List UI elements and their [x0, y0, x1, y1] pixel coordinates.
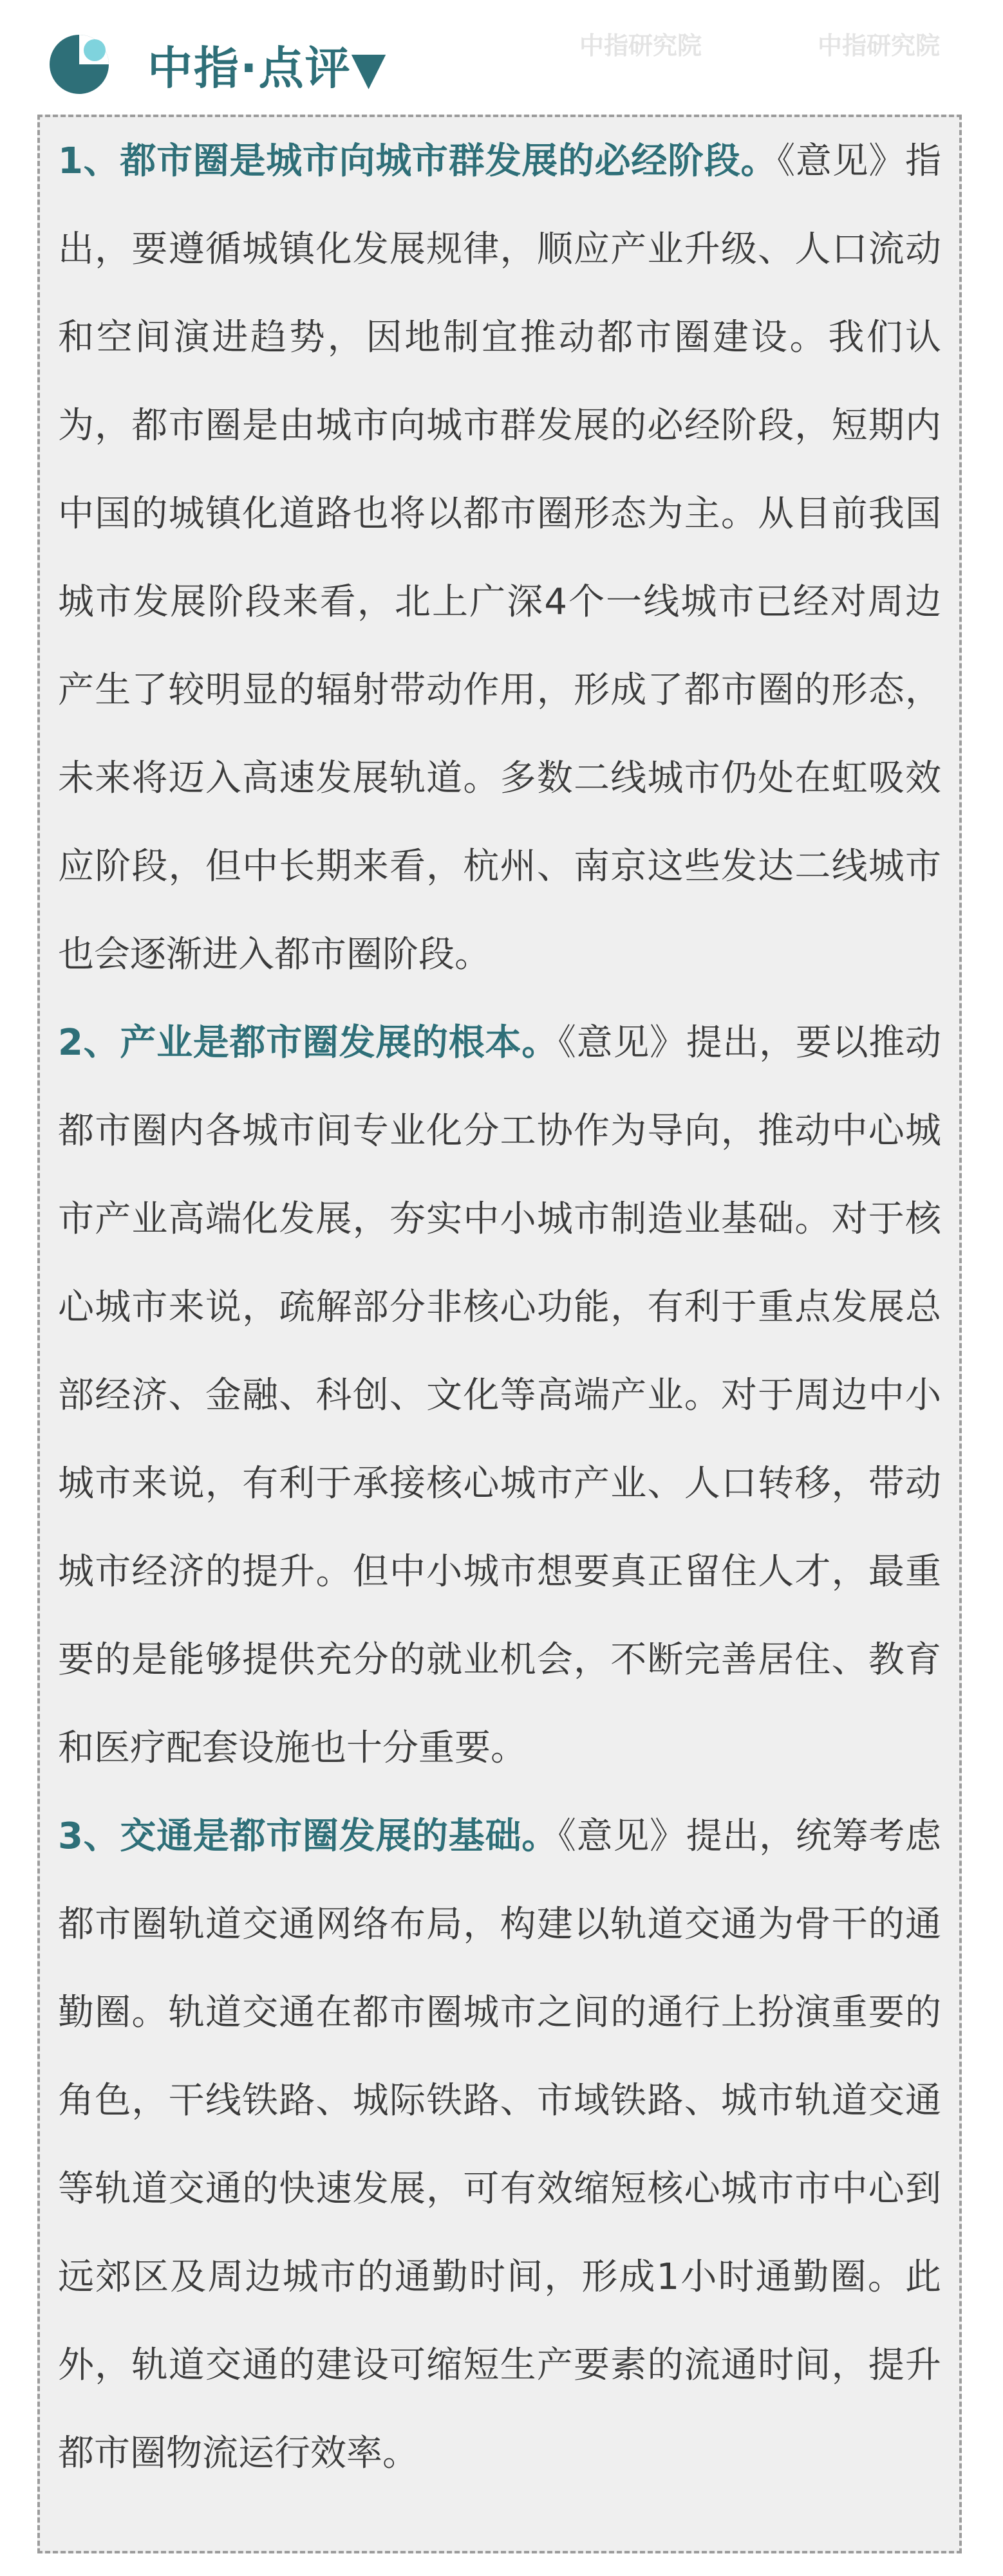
paragraph-1-heading: 1、都市圈是城市向城市群发展的必经阶段。 [58, 140, 778, 182]
watermark-text: 中指研究院 [818, 32, 941, 60]
header-title: 中指·点评▼ [147, 41, 388, 95]
paragraph-3-body: 《意见》提出，统筹考虑都市圈轨道交通网络布局，构建以轨道交通为骨干的通勤圈。轨道交通在都市圈城市之间的通行上扮演重要的角色，干线铁路、城际铁路、市域铁路、城市轨道交通等轨道交通的快速发展，可有效缩短核心城市市中心到远郊区及周边城市的通勤时间，形成1小时通勤圈。此外，轨道交通的建设可缩短生产要素的流通时间，提升都市圈物流运行效率。 [58, 1815, 942, 2474]
logo-icon [48, 33, 110, 95]
paragraph-2 [58, 999, 941, 1792]
section-header [48, 29, 387, 100]
paragraph-3-heading: 3、交通是都市圈发展的基础。 [58, 1815, 558, 1857]
paragraph-1-body: 《意见》指出，要遵循城镇化发展规律，顺应产业升级、人口流动和空间演进趋势，因地制宜推动都市圈建设。我们认为，都市圈是由城市向城市群发展的必经阶段，短期内中国的城镇化道路也将以都市圈形态为主。从目前我国城市发展阶段来看，北上广深4个一线城市已经对周边产生了较明显的辐射带动作用，形成了都市圈的形态，未来将迈入高速发展轨道。多数二线城市仍处在虹吸效应阶段，但中长期来看，杭州、南京这些发达二线城市也会逐渐进入都市圈阶段。 [58, 140, 942, 976]
paragraph-2-body: 《意见》提出，要以推动都市圈内各城市间专业化分工协作为导向，推动中心城市产业高端化发展，夯实中小城市制造业基础。对于核心城市来说，疏解部分非核心功能，有利于重点发展总部经济、金融、科创、文化等高端产业。对于周边中小城市来说，有利于承接核心城市产业、人口转移，带动城市经济的提升。但中小城市想要真正留住人才，最重要的是能够提供充分的就业机会，不断完善居住、教育和医疗配套设施也十分重要。 [58, 1022, 942, 1769]
paragraph-2-heading: 2、产业是都市圈发展的根本。 [58, 1022, 558, 1064]
paragraph-1 [58, 117, 941, 999]
watermark-text: 中指研究院 [579, 32, 702, 60]
paragraph-3 [58, 1792, 941, 2497]
commentary-box [37, 115, 962, 2553]
